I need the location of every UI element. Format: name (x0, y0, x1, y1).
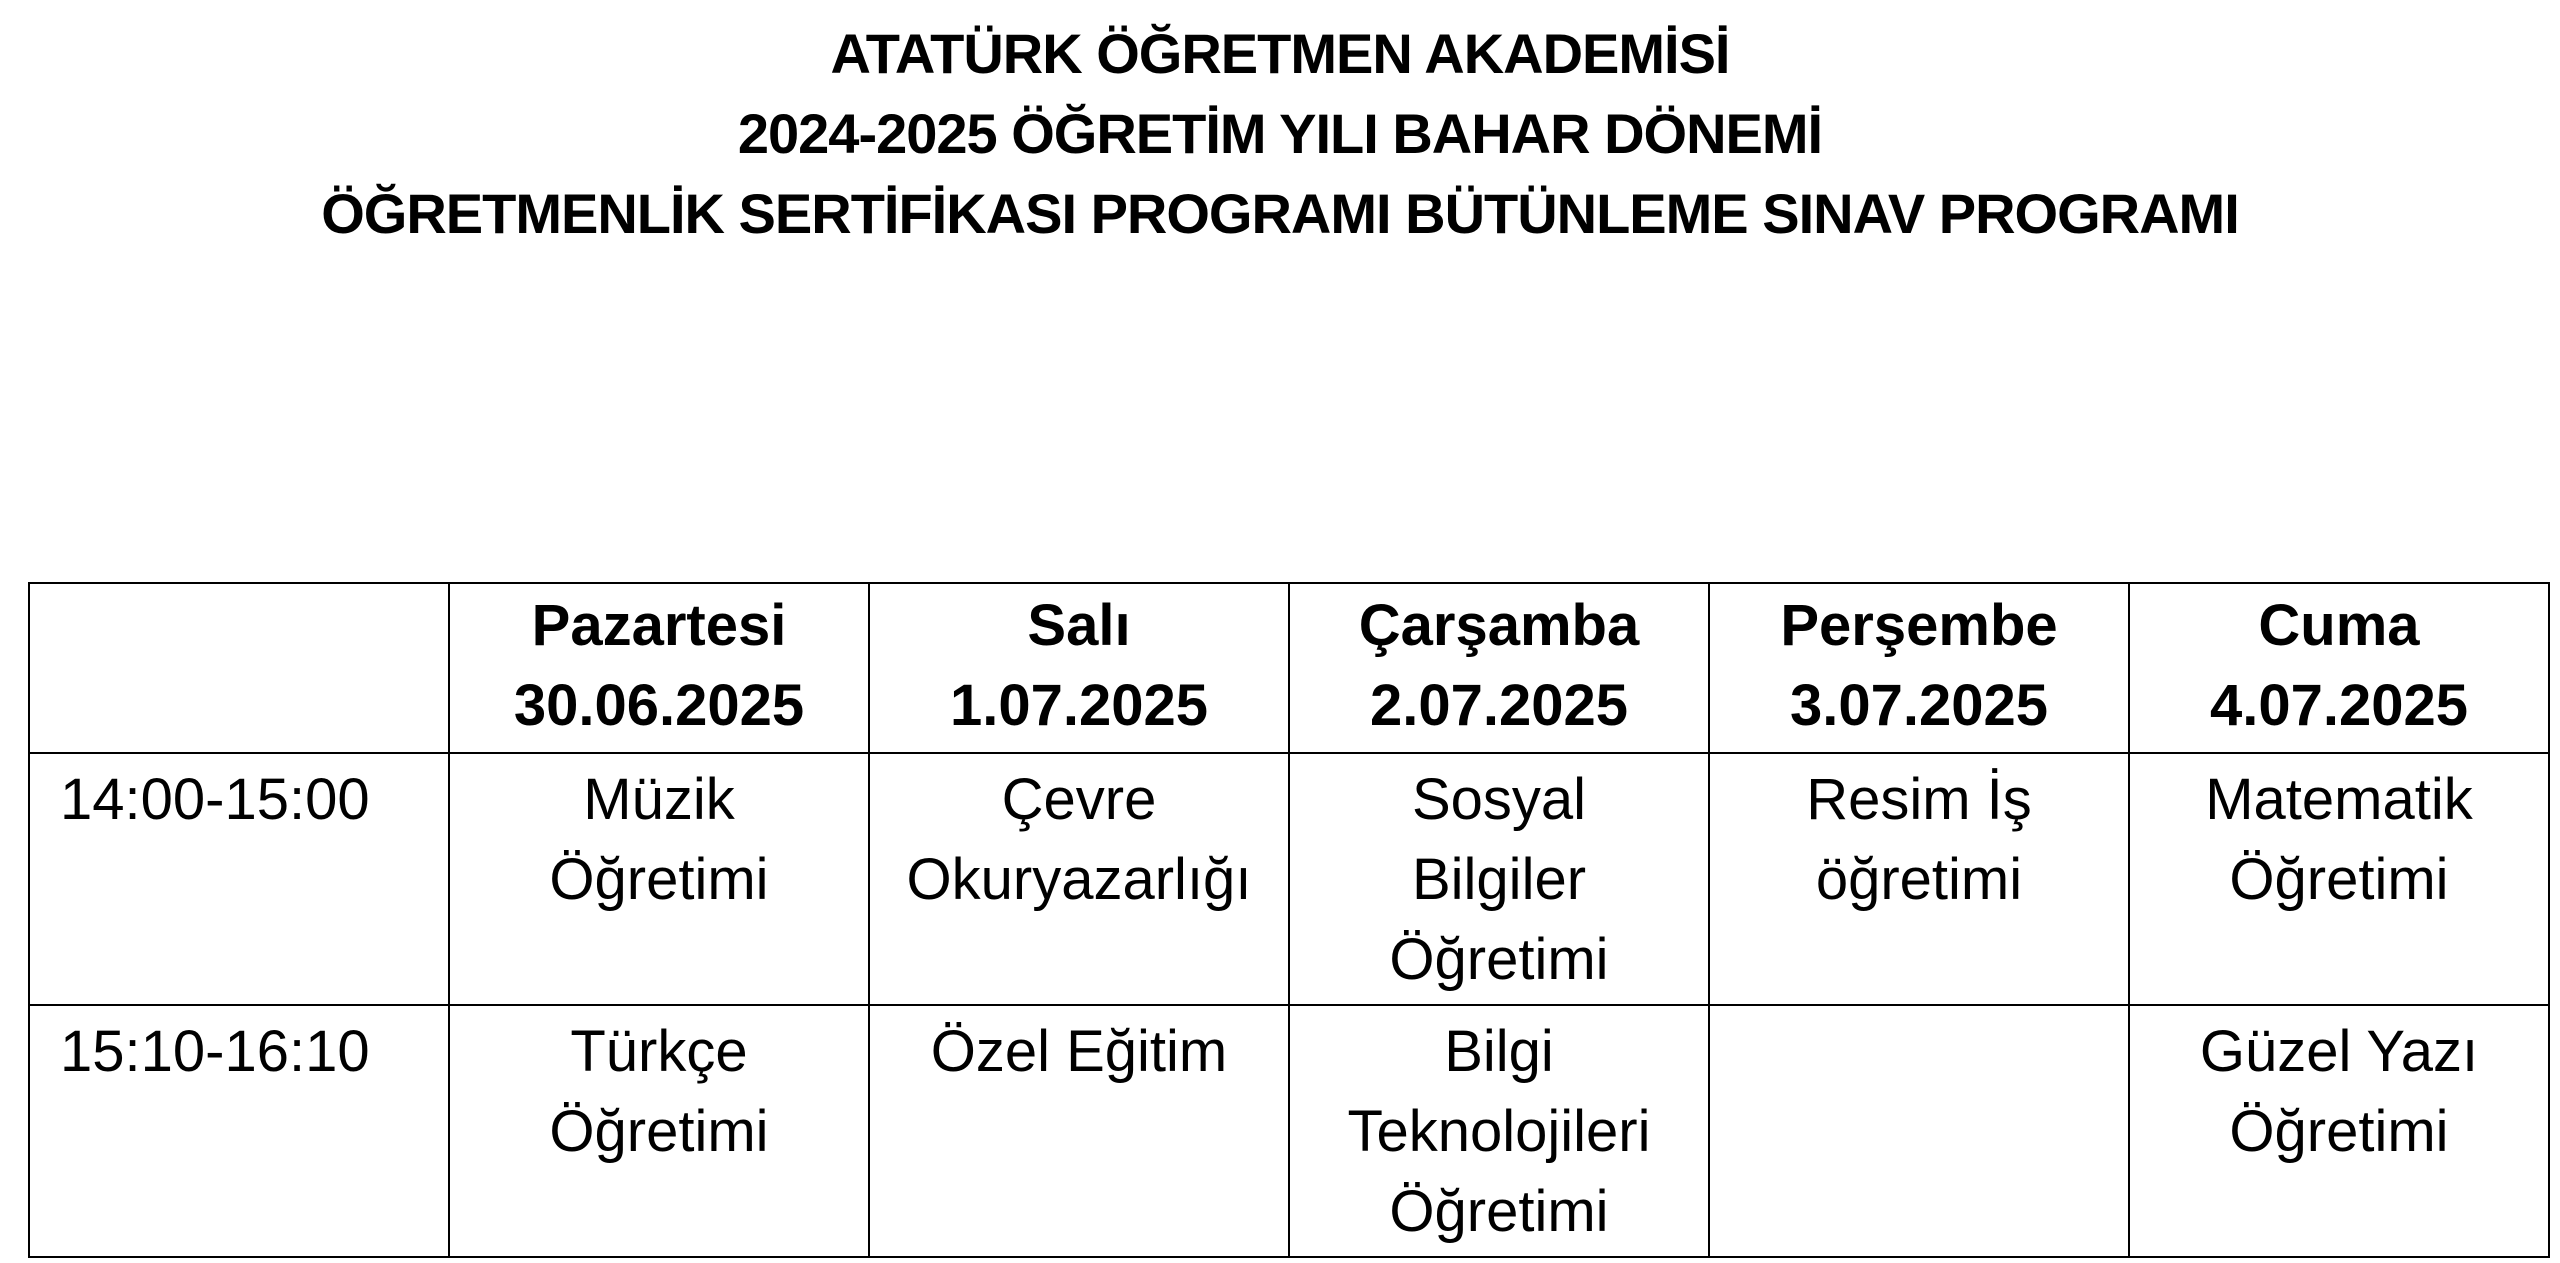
exam-line: Bilgi (1444, 1019, 1554, 1084)
exam-line: Öğretimi (2229, 1099, 2449, 1164)
day-header-wednesday (1289, 583, 1709, 753)
day-name: Salı (1027, 593, 1131, 658)
exam-line: Öğretimi (2229, 847, 2449, 912)
table-header-row (29, 583, 2549, 753)
academic-term-title: 2024-2025 ÖĞRETİM YILI BAHAR DÖNEMİ (737, 102, 1823, 165)
exam-line: Öğretimi (1389, 927, 1609, 992)
exam-line: Çevre (1001, 767, 1157, 832)
day-date: 4.07.2025 (2209, 673, 2469, 738)
day-name: Pazartesi (531, 593, 787, 658)
exam-line: öğretimi (1815, 847, 2023, 912)
exam-cell (1289, 753, 1709, 1005)
day-date: 3.07.2025 (1789, 673, 2049, 738)
time-slot-cell: 15:10-16:10 (29, 1005, 449, 1257)
day-date: 1.07.2025 (949, 673, 1209, 738)
exam-line: Resim İş (1806, 767, 2032, 832)
day-date: 30.06.2025 (513, 673, 805, 738)
exam-cell (1709, 753, 2129, 1005)
day-header-thursday (1709, 583, 2129, 753)
exam-line: Sosyal (1411, 767, 1587, 832)
exam-line: Öğretimi (549, 1099, 769, 1164)
time-slot-cell: 14:00-15:00 (29, 753, 449, 1005)
exam-cell (869, 1005, 1289, 1257)
empty-exam-cell (1709, 1005, 2129, 1257)
day-header-tuesday (869, 583, 1289, 753)
document-header (0, 14, 2560, 254)
exam-program-title: ÖĞRETMENLİK SERTİFİKASI PROGRAMI BÜTÜNLEME SINAV PROGRAMI (321, 182, 2239, 245)
exam-cell (449, 1005, 869, 1257)
exam-cell (869, 753, 1289, 1005)
exam-line: Müzik (583, 767, 735, 832)
exam-cell (449, 753, 869, 1005)
exam-line: Teknolojileri (1347, 1099, 1651, 1164)
day-name: Perşembe (1780, 593, 2058, 658)
day-date: 2.07.2025 (1369, 673, 1629, 738)
day-header-friday (2129, 583, 2549, 753)
exam-line: Güzel Yazı (2199, 1019, 2479, 1084)
table-row (29, 753, 2549, 1005)
institution-title: ATATÜRK ÖĞRETMEN AKADEMİSİ (830, 22, 1730, 85)
exam-schedule-table (28, 582, 2550, 1258)
exam-line: Okuryazarlığı (906, 847, 1252, 912)
corner-cell (29, 583, 449, 753)
exam-cell (2129, 1005, 2549, 1257)
exam-line: Öğretimi (549, 847, 769, 912)
exam-line: Matematik (2205, 767, 2473, 832)
day-name: Çarşamba (1358, 593, 1640, 658)
exam-cell (1289, 1005, 1709, 1257)
exam-line: Türkçe (570, 1019, 748, 1084)
exam-line: Bilgiler (1411, 847, 1587, 912)
table-row (29, 1005, 2549, 1257)
day-header-monday (449, 583, 869, 753)
exam-line: Öğretimi (1389, 1179, 1609, 1244)
exam-cell (2129, 753, 2549, 1005)
day-name: Cuma (2258, 593, 2420, 658)
exam-line: Özel Eğitim (930, 1019, 1228, 1084)
